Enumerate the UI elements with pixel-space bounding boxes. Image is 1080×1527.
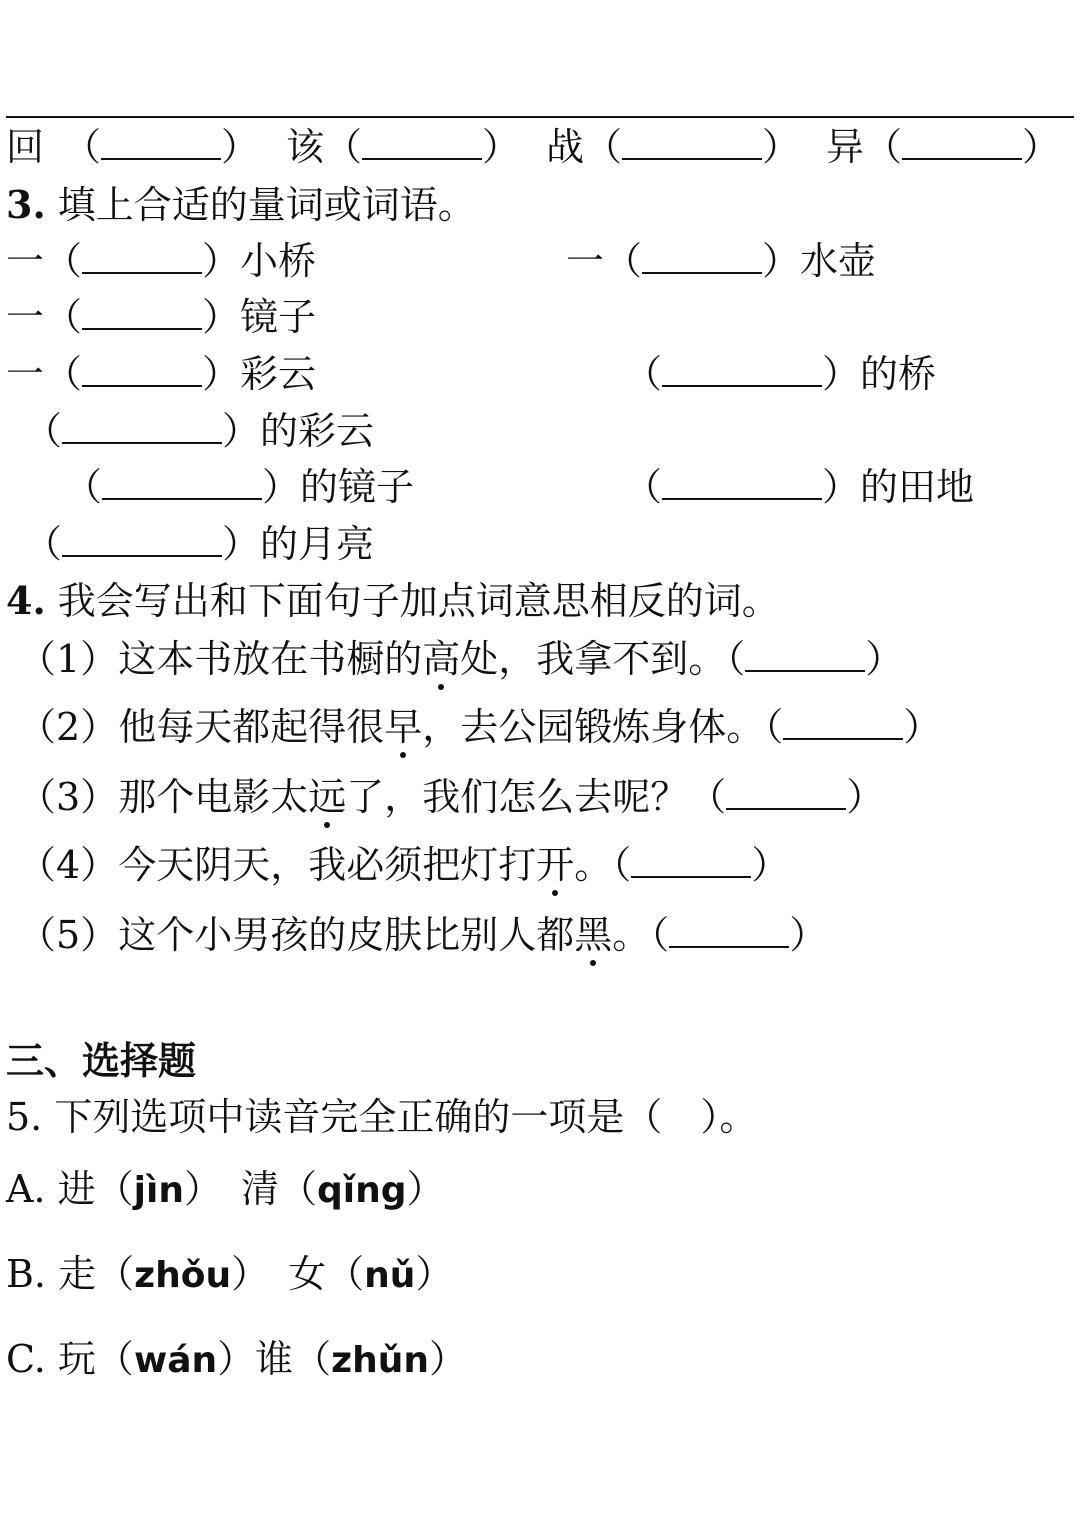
q3-left-item-5: （ ）的镜子 bbox=[64, 465, 415, 509]
pinyin: wán bbox=[133, 1340, 218, 1381]
dotted-word: 高 bbox=[422, 637, 461, 681]
word-item-2: 该（ ） bbox=[286, 125, 521, 169]
answer-blank[interactable] bbox=[745, 640, 865, 672]
answer-blank[interactable] bbox=[631, 846, 751, 878]
q3-left-item-1: 一（ ）小桥 bbox=[6, 239, 317, 283]
question-number: 4. bbox=[6, 578, 46, 623]
question-4-title bbox=[6, 578, 780, 623]
option-label: A. bbox=[6, 1167, 46, 1211]
answer-blank[interactable] bbox=[902, 128, 1022, 160]
answer-blank[interactable] bbox=[82, 298, 202, 330]
word-char: 该 bbox=[286, 125, 325, 169]
word-char: 回 bbox=[6, 125, 45, 169]
pinyin: qǐng bbox=[317, 1170, 407, 1211]
q3-left-item-3: 一（ ）彩云 bbox=[6, 352, 317, 396]
q3-right-item-3: （ ）的田地 bbox=[624, 465, 975, 509]
answer-blank[interactable] bbox=[642, 242, 762, 274]
q4-sentence-2: （2）他每天都起得很早，去公园锻炼身体。（ ） bbox=[18, 705, 942, 749]
pinyin: zhǔn bbox=[331, 1340, 430, 1381]
pinyin: zhǒu bbox=[134, 1255, 232, 1296]
question-number: 3. bbox=[6, 182, 46, 227]
answer-blank[interactable] bbox=[783, 708, 903, 740]
answer-blank[interactable] bbox=[726, 778, 846, 810]
option-label: B. bbox=[6, 1252, 47, 1296]
word-char: 异 bbox=[826, 125, 865, 169]
question-text: 下列选项中读音完全正确的一项是（ ）。 bbox=[54, 1095, 758, 1139]
dotted-word: 黑 bbox=[574, 913, 613, 957]
answer-blank[interactable] bbox=[82, 355, 202, 387]
answer-blank[interactable] bbox=[62, 525, 222, 557]
answer-blank[interactable] bbox=[101, 128, 221, 160]
option-a[interactable]: A. 进（jìn） 清（qǐng） bbox=[6, 1167, 445, 1211]
word-item-4: 异（ ） bbox=[826, 125, 1061, 169]
answer-blank[interactable] bbox=[102, 468, 262, 500]
top-rule bbox=[6, 116, 1074, 118]
q3-right-item-1: 一（ ）水壶 bbox=[566, 239, 877, 283]
question-3-title bbox=[6, 182, 476, 227]
pinyin: nǔ bbox=[364, 1255, 416, 1296]
q3-left-item-4: （ ）的彩云 bbox=[24, 409, 375, 453]
word-char: 战 bbox=[546, 125, 585, 169]
q3-left-item-2: 一（ ）镜子 bbox=[6, 295, 317, 339]
dotted-word: 开 bbox=[536, 843, 575, 887]
word-item-1: 回 （ ） bbox=[6, 125, 260, 169]
answer-blank[interactable] bbox=[62, 412, 222, 444]
question-text: 我会写出和下面句子加点词意思相反的词。 bbox=[57, 579, 780, 623]
q4-sentence-1: （1）这本书放在书橱的高处，我拿不到。（ ） bbox=[18, 637, 904, 681]
question-5-title bbox=[6, 1095, 758, 1139]
q4-sentence-4: （4）今天阴天，我必须把灯打开。（ ） bbox=[18, 843, 790, 887]
option-b[interactable]: B. 走（zhǒu） 女（nǔ） bbox=[6, 1252, 454, 1296]
section-heading: 三、选择题 bbox=[6, 1038, 197, 1083]
dotted-word: 远 bbox=[308, 775, 347, 819]
q4-sentence-3: （3）那个电影太远了，我们怎么去呢？（ ） bbox=[18, 775, 885, 819]
answer-blank[interactable] bbox=[622, 128, 762, 160]
answer-blank[interactable] bbox=[362, 128, 482, 160]
option-c[interactable]: C. 玩（wán）谁（zhǔn） bbox=[6, 1337, 468, 1381]
pinyin: jìn bbox=[133, 1170, 184, 1211]
answer-blank[interactable] bbox=[669, 916, 789, 948]
word-item-3: 战（ ） bbox=[546, 125, 801, 169]
answer-blank[interactable] bbox=[662, 355, 822, 387]
q3-right-item-2: （ ）的桥 bbox=[624, 352, 937, 396]
answer-blank[interactable] bbox=[82, 242, 202, 274]
option-label: C. bbox=[6, 1337, 46, 1381]
dotted-word: 早 bbox=[384, 705, 423, 749]
q3-left-item-6: （ ）的月亮 bbox=[24, 522, 375, 566]
question-text: 填上合适的量词或词语。 bbox=[57, 183, 476, 227]
q4-sentence-5: （5）这个小男孩的皮肤比别人都黑。（ ） bbox=[18, 913, 828, 957]
question-number: 5. bbox=[6, 1095, 43, 1139]
answer-blank[interactable] bbox=[662, 468, 822, 500]
